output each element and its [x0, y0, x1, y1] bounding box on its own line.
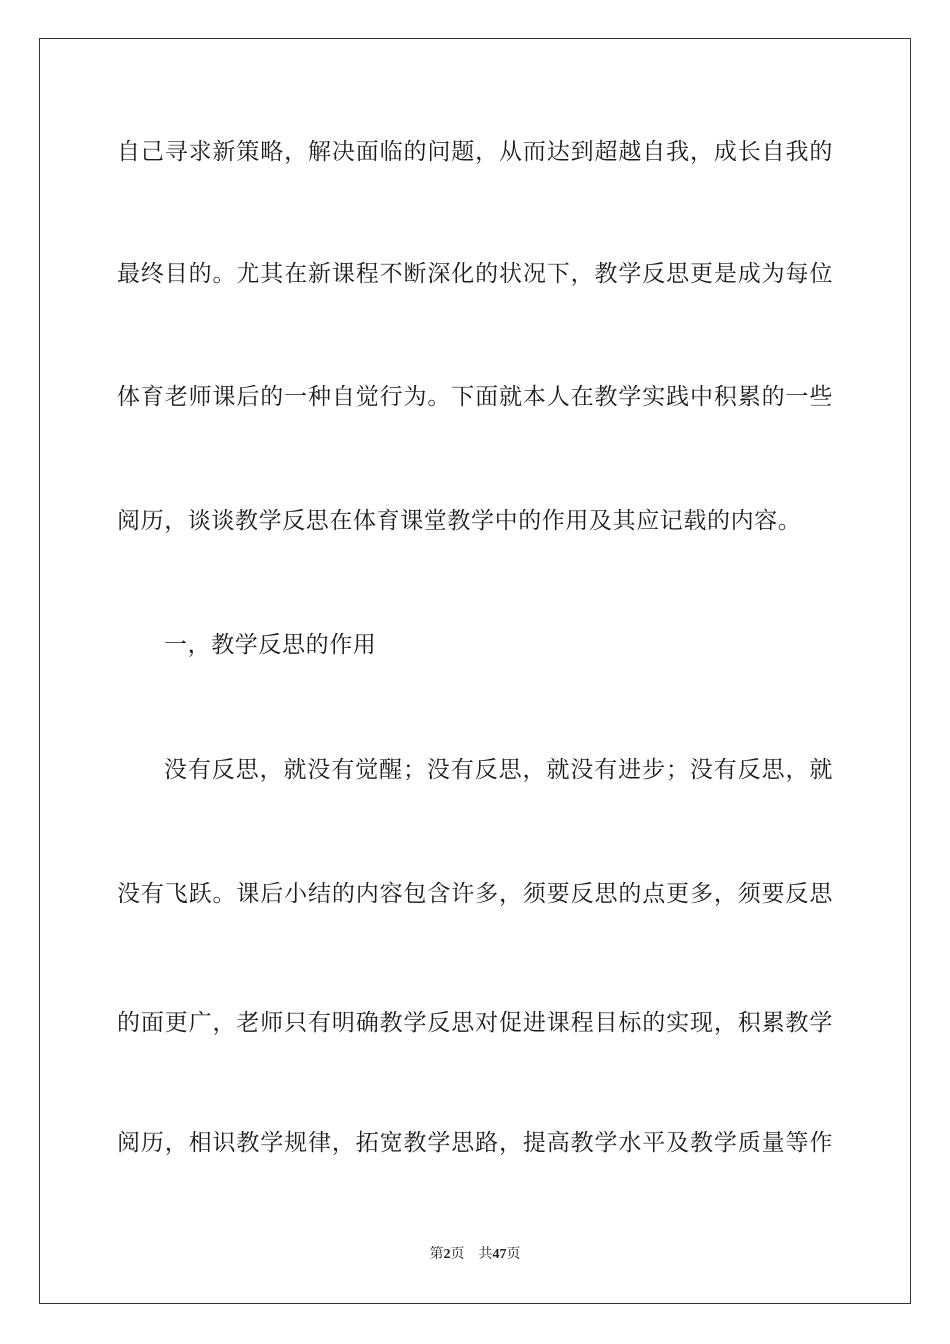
paragraph-line: 最终目的。尤其在新课程不断深化的状况下，教学反思更是成为每位 — [117, 261, 833, 287]
paragraph-line: 体育老师课后的一种自觉行为。下面就本人在教学实践中积累的一些 — [117, 384, 833, 410]
paragraph-line: 阅历，相识教学规律，拓宽教学思路，提高教学水平及教学质量等作 — [117, 1130, 833, 1156]
page-prefix: 第 — [429, 1247, 444, 1262]
paragraph-line: 没有反思，就没有觉醒；没有反思，就没有进步；没有反思，就 — [164, 757, 833, 783]
page-border — [39, 38, 911, 1304]
paragraph-line: 没有飞跃。课后小结的内容包含许多，须要反思的点更多，须要反思 — [117, 881, 833, 907]
page-footer — [0, 1246, 950, 1264]
page-suffix: 页 — [450, 1247, 465, 1262]
paragraph-line: 的面更广，老师只有明确教学反思对促进课程目标的实现，积累教学 — [117, 1010, 833, 1036]
paragraph-line: 自己寻求新策略，解决面临的问题，从而达到超越自我，成长自我的 — [117, 139, 833, 165]
total-pages: 47 — [492, 1247, 507, 1262]
total-prefix: 共 — [478, 1247, 493, 1262]
paragraph-line: 阅历，谈谈教学反思在体育课堂教学中的作用及其应记载的内容。 — [117, 508, 802, 534]
page-number: 2 — [443, 1247, 451, 1262]
total-suffix: 页 — [506, 1247, 521, 1262]
section-heading: 一，教学反思的作用 — [164, 632, 377, 658]
